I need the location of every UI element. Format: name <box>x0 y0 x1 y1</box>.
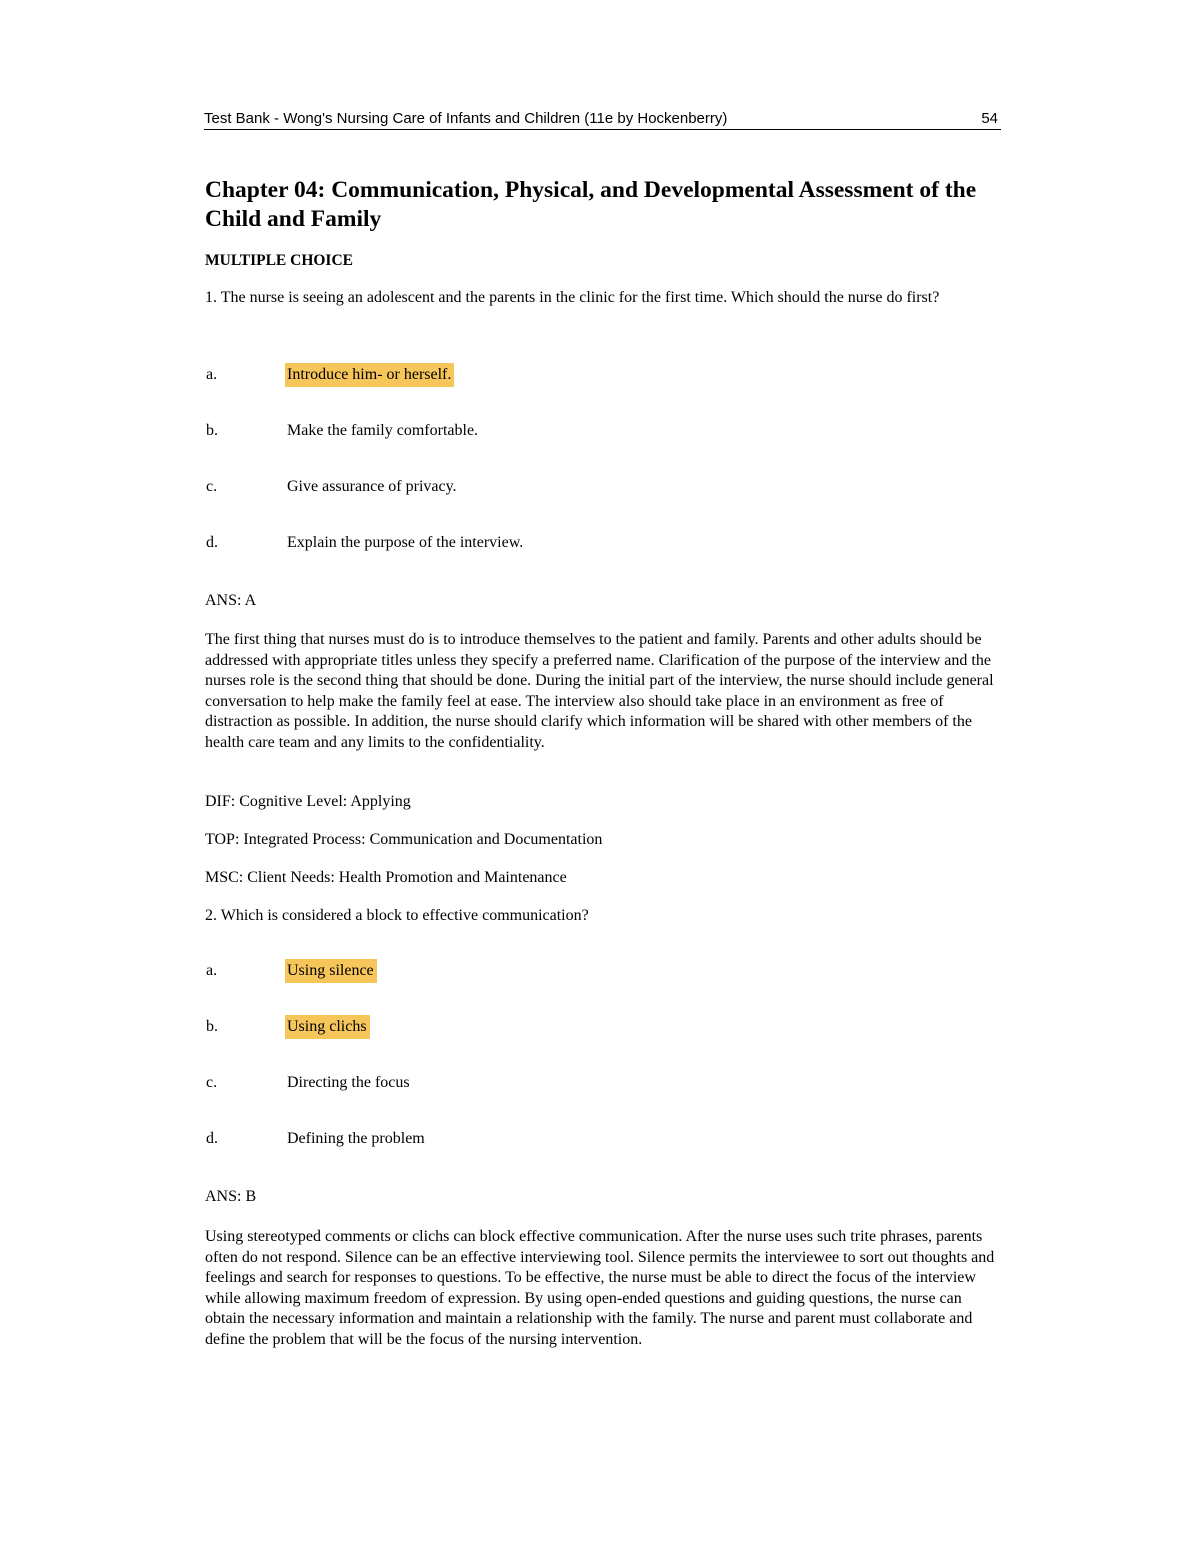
section-label: MULTIPLE CHOICE <box>205 252 353 269</box>
question-2-option-a <box>287 961 377 981</box>
question-2-option-d-letter: d. <box>206 1130 218 1147</box>
answer-highlight: Introduce him- or herself. <box>285 363 454 387</box>
running-header <box>204 110 1001 130</box>
question-1-option-c-letter: c. <box>206 478 218 495</box>
question-2-stem: 2. Which is considered a block to effective communication? <box>205 907 589 924</box>
question-1-difficulty: DIF: Cognitive Level: Applying <box>205 793 411 810</box>
question-1-rationale: The first thing that nurses must do is to introduce themselves to the patient and family. Parents and other adults should be addressed with appropriate titles unless they specify a preferred name. Clarification of the purpose of the interview and the nurses role is the second thing that should be done. During the initial part of the interview, the nurse should include general conversation to help make the family feel at ease. The interview also should take place in an environment as free of distraction as possible. In addition, the nurse should clarify which information will be shared with other members of the health care team and any limits to the confidentiality. <box>205 631 994 751</box>
page-number: 54 <box>981 110 998 127</box>
question-2-answer: ANS: B <box>205 1188 257 1205</box>
question-2-option-d: Defining the problem <box>287 1130 425 1147</box>
question-2-option-b <box>287 1017 370 1037</box>
question-1-option-a-letter: a. <box>206 366 218 383</box>
question-2-rationale: Using stereotyped comments or clichs can block effective communication. After the nurse uses such trite phrases, parents often do not respond. Silence can be an effective interviewing tool. Silence permits the interviewee to sort out thoughts and feelings and search for responses to questions. To be effective, the nurse must be able to direct the focus of the interview while allowing maximum freedom of expression. By using open-ended questions and guiding questions, the nurse can obtain the necessary information and maintain a relationship with the family. The nurse and parent must collaborate and define the problem that will be the focus of the nursing intervention. <box>205 1228 995 1348</box>
header-title: Test Bank - Wong's Nursing Care of Infants and Children (11e by Hockenberry) <box>204 110 728 127</box>
question-1-option-c: Give assurance of privacy. <box>287 478 457 495</box>
question-1-option-b: Make the family comfortable. <box>287 422 479 439</box>
question-1-option-b-letter: b. <box>206 422 218 439</box>
question-1-option-a <box>287 365 454 385</box>
question-1-option-d-letter: d. <box>206 534 218 551</box>
question-2-option-c-letter: c. <box>206 1074 218 1091</box>
question-1-topic: TOP: Integrated Process: Communication and Documentation <box>205 831 603 848</box>
question-2-option-a-letter: a. <box>206 962 218 979</box>
question-1-option-d: Explain the purpose of the interview. <box>287 534 524 551</box>
question-2-option-c: Directing the focus <box>287 1074 410 1091</box>
chapter-title: Chapter 04: Communication, Physical, and Developmental Assessment of the Child and Family <box>205 177 977 232</box>
answer-highlight: Using clichs <box>285 1015 370 1039</box>
question-1-answer: ANS: A <box>205 592 257 609</box>
question-2-option-b-letter: b. <box>206 1018 218 1035</box>
question-1-stem: 1. The nurse is seeing an adolescent and the parents in the clinic for the first time. Which should the nurse do first? <box>205 289 940 306</box>
answer-highlight: Using silence <box>285 959 377 983</box>
question-1-client-needs: MSC: Client Needs: Health Promotion and Maintenance <box>205 869 567 886</box>
